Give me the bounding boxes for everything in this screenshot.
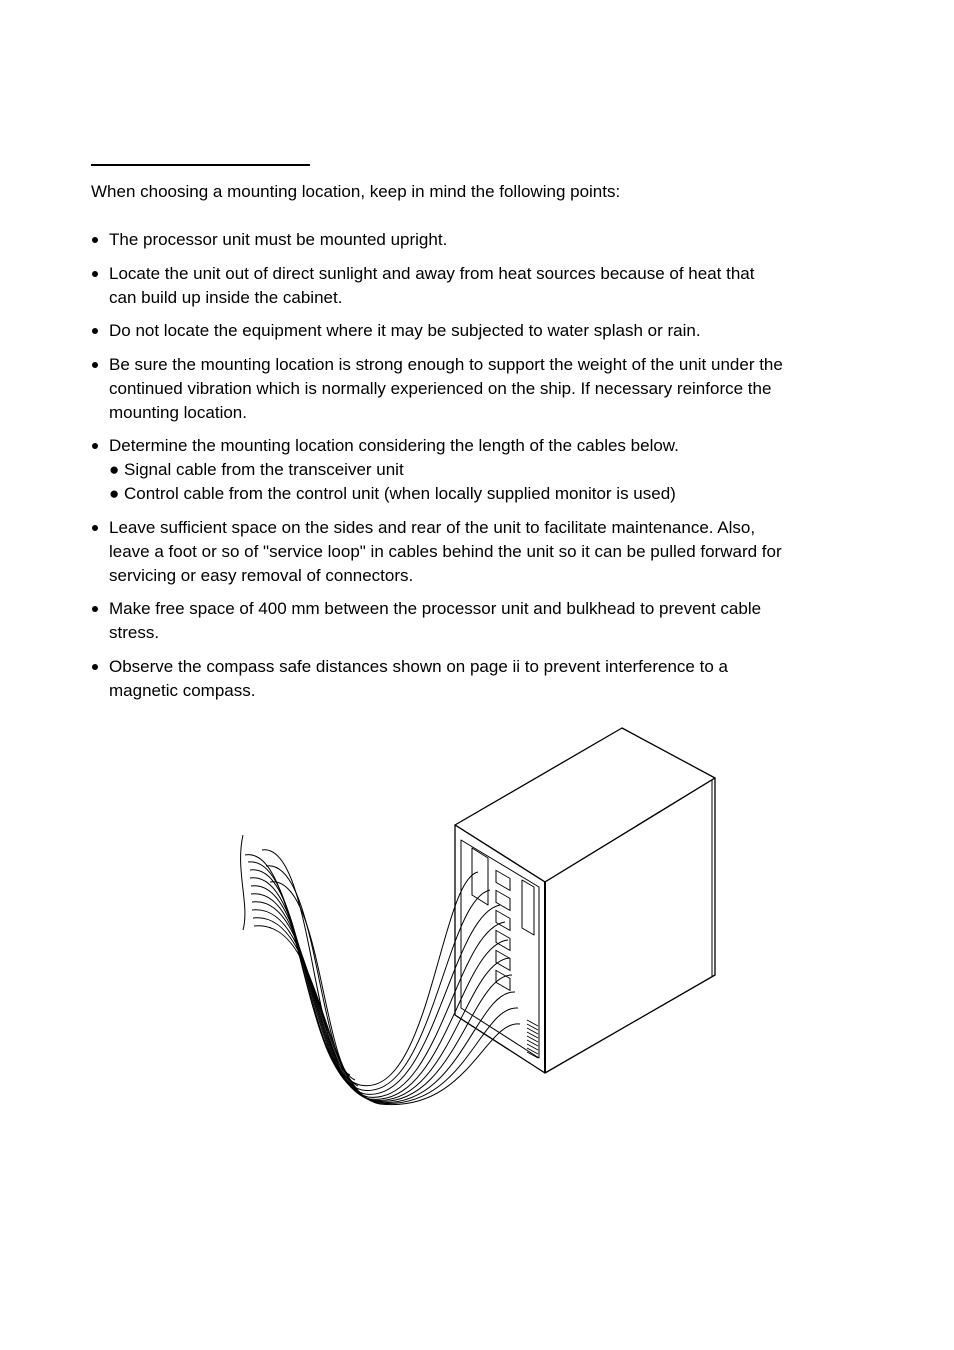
list-item-text: can build up inside the cabinet. bbox=[109, 287, 343, 307]
list-item-text: Do not locate the equipment where it may be subjected to water splash or rain. bbox=[109, 321, 701, 340]
list-item-text: mounting location. bbox=[109, 402, 247, 422]
list-item-text: leave a foot or so of "service loop" in cables behind the unit so it can be pulled forward for bbox=[109, 541, 782, 561]
list-item-text: The processor unit must be mounted upright. bbox=[109, 230, 448, 249]
bullet-icon bbox=[92, 271, 98, 277]
bullet-icon bbox=[92, 525, 98, 531]
list-item-text: Leave sufficient space on the sides and rear of the unit to facilitate maintenance. Also, bbox=[109, 517, 756, 537]
bullet-icon bbox=[92, 237, 98, 243]
list-item-text: Be sure the mounting location is strong enough to support the weight of the unit under the bbox=[109, 354, 783, 374]
list-item-text: Observe the compass safe distances shown on page ii to prevent interference to a bbox=[109, 656, 728, 676]
list-item bbox=[91, 353, 851, 425]
list-item bbox=[91, 319, 851, 343]
list-item-text: servicing or easy removal of connectors. bbox=[109, 565, 414, 585]
list-item bbox=[91, 434, 851, 506]
list-item bbox=[91, 228, 851, 252]
processor-unit-illustration bbox=[225, 720, 725, 1110]
sub-item-signal-cable: ● Signal cable from the transceiver unit bbox=[109, 460, 404, 479]
list-item bbox=[91, 597, 851, 645]
bullet-icon bbox=[92, 443, 98, 449]
bullet-icon bbox=[92, 606, 98, 612]
list-item-text: continued vibration which is normally experienced on the ship. If necessary reinforce the bbox=[109, 378, 772, 398]
list-item-text: stress. bbox=[109, 623, 160, 642]
intro-text: When choosing a mounting location, keep in mind the following points: bbox=[91, 182, 621, 201]
section-heading-rule bbox=[91, 164, 310, 166]
bullet-icon bbox=[92, 362, 98, 368]
list-item bbox=[91, 516, 851, 588]
list-item-text: Determine the mounting location considering the length of the cables below. bbox=[109, 436, 679, 455]
bullet-icon bbox=[92, 664, 98, 670]
list-item bbox=[91, 655, 851, 703]
bullet-icon bbox=[92, 328, 98, 334]
mounting-points-list bbox=[91, 228, 851, 712]
list-item-text: Locate the unit out of direct sunlight and away from heat sources because of heat that bbox=[109, 263, 755, 283]
sub-item-control-cable: ● Control cable from the control unit (when locally supplied monitor is used) bbox=[109, 484, 676, 503]
list-item bbox=[91, 262, 851, 310]
list-item-text: Make free space of 400 mm between the processor unit and bulkhead to prevent cable bbox=[109, 599, 762, 618]
list-item-text: magnetic compass. bbox=[109, 680, 256, 700]
